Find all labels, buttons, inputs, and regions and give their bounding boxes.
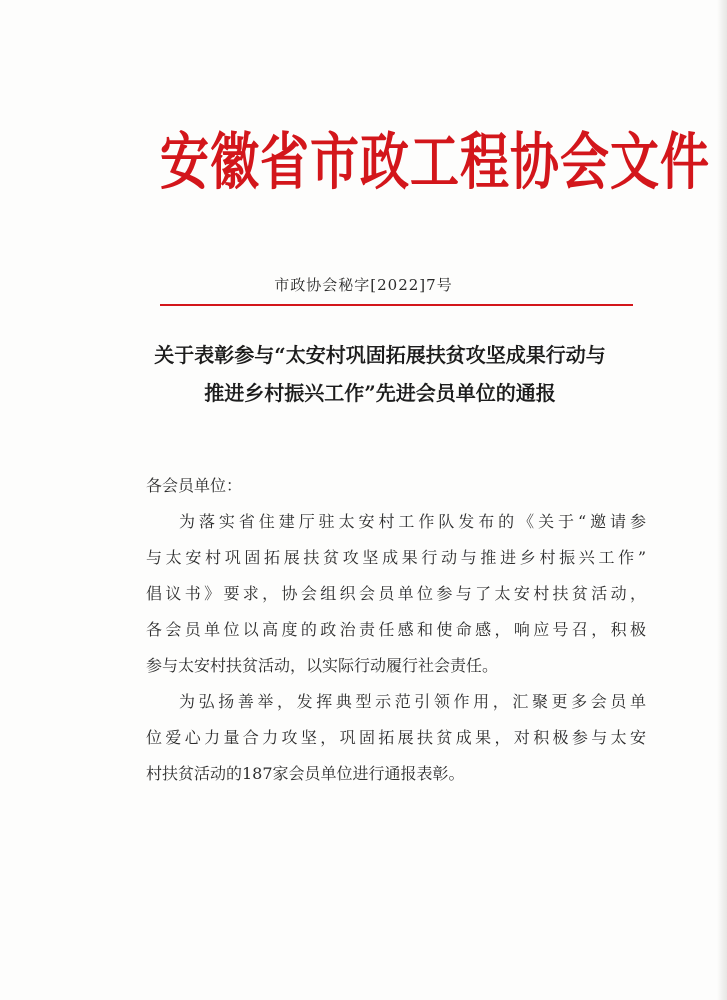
- salutation: 各会员单位：: [146, 476, 243, 495]
- paragraph-line: 位爱心力量合力攻坚，巩固拓展扶贫成果，对积极参与太安: [146, 728, 646, 747]
- document-number: 市政协会秘字[2022]7号: [274, 276, 453, 294]
- document-body: [146, 468, 646, 792]
- paragraph-line: 倡议书》要求，协会组织会员单位参与了太安村扶贫活动，: [146, 584, 646, 603]
- document-header-title: 安徽省市政工程协会文件: [160, 125, 711, 198]
- scan-edge-shadow: [717, 0, 727, 1000]
- paragraph-line: 参与太安村扶贫活动，以实际行动履行社会责任。: [146, 656, 499, 675]
- paragraph-line: 各会员单位以高度的政治责任感和使命感，响应号召，积极: [146, 620, 646, 639]
- paragraph-2: [146, 684, 646, 792]
- paragraph-line: 为弘扬善举，发挥典型示范引领作用，汇聚更多会员单: [179, 692, 646, 711]
- red-divider-line: [160, 304, 633, 306]
- notice-title: [100, 336, 660, 412]
- paragraph-line: 村扶贫活动的187家会员单位进行通报表彰。: [146, 764, 465, 783]
- paragraph-line: 为落实省住建厅驻太安村工作队发布的《关于“邀请参: [179, 512, 646, 531]
- notice-title-line-2: 推进乡村振兴工作”先进会员单位的通报: [204, 381, 556, 405]
- notice-title-line-1: 关于表彰参与“太安村巩固拓展扶贫攻坚成果行动与: [154, 343, 606, 367]
- paragraph-1: [146, 504, 646, 684]
- paragraph-line: 与太安村巩固拓展扶贫攻坚成果行动与推进乡村振兴工作”: [146, 548, 646, 567]
